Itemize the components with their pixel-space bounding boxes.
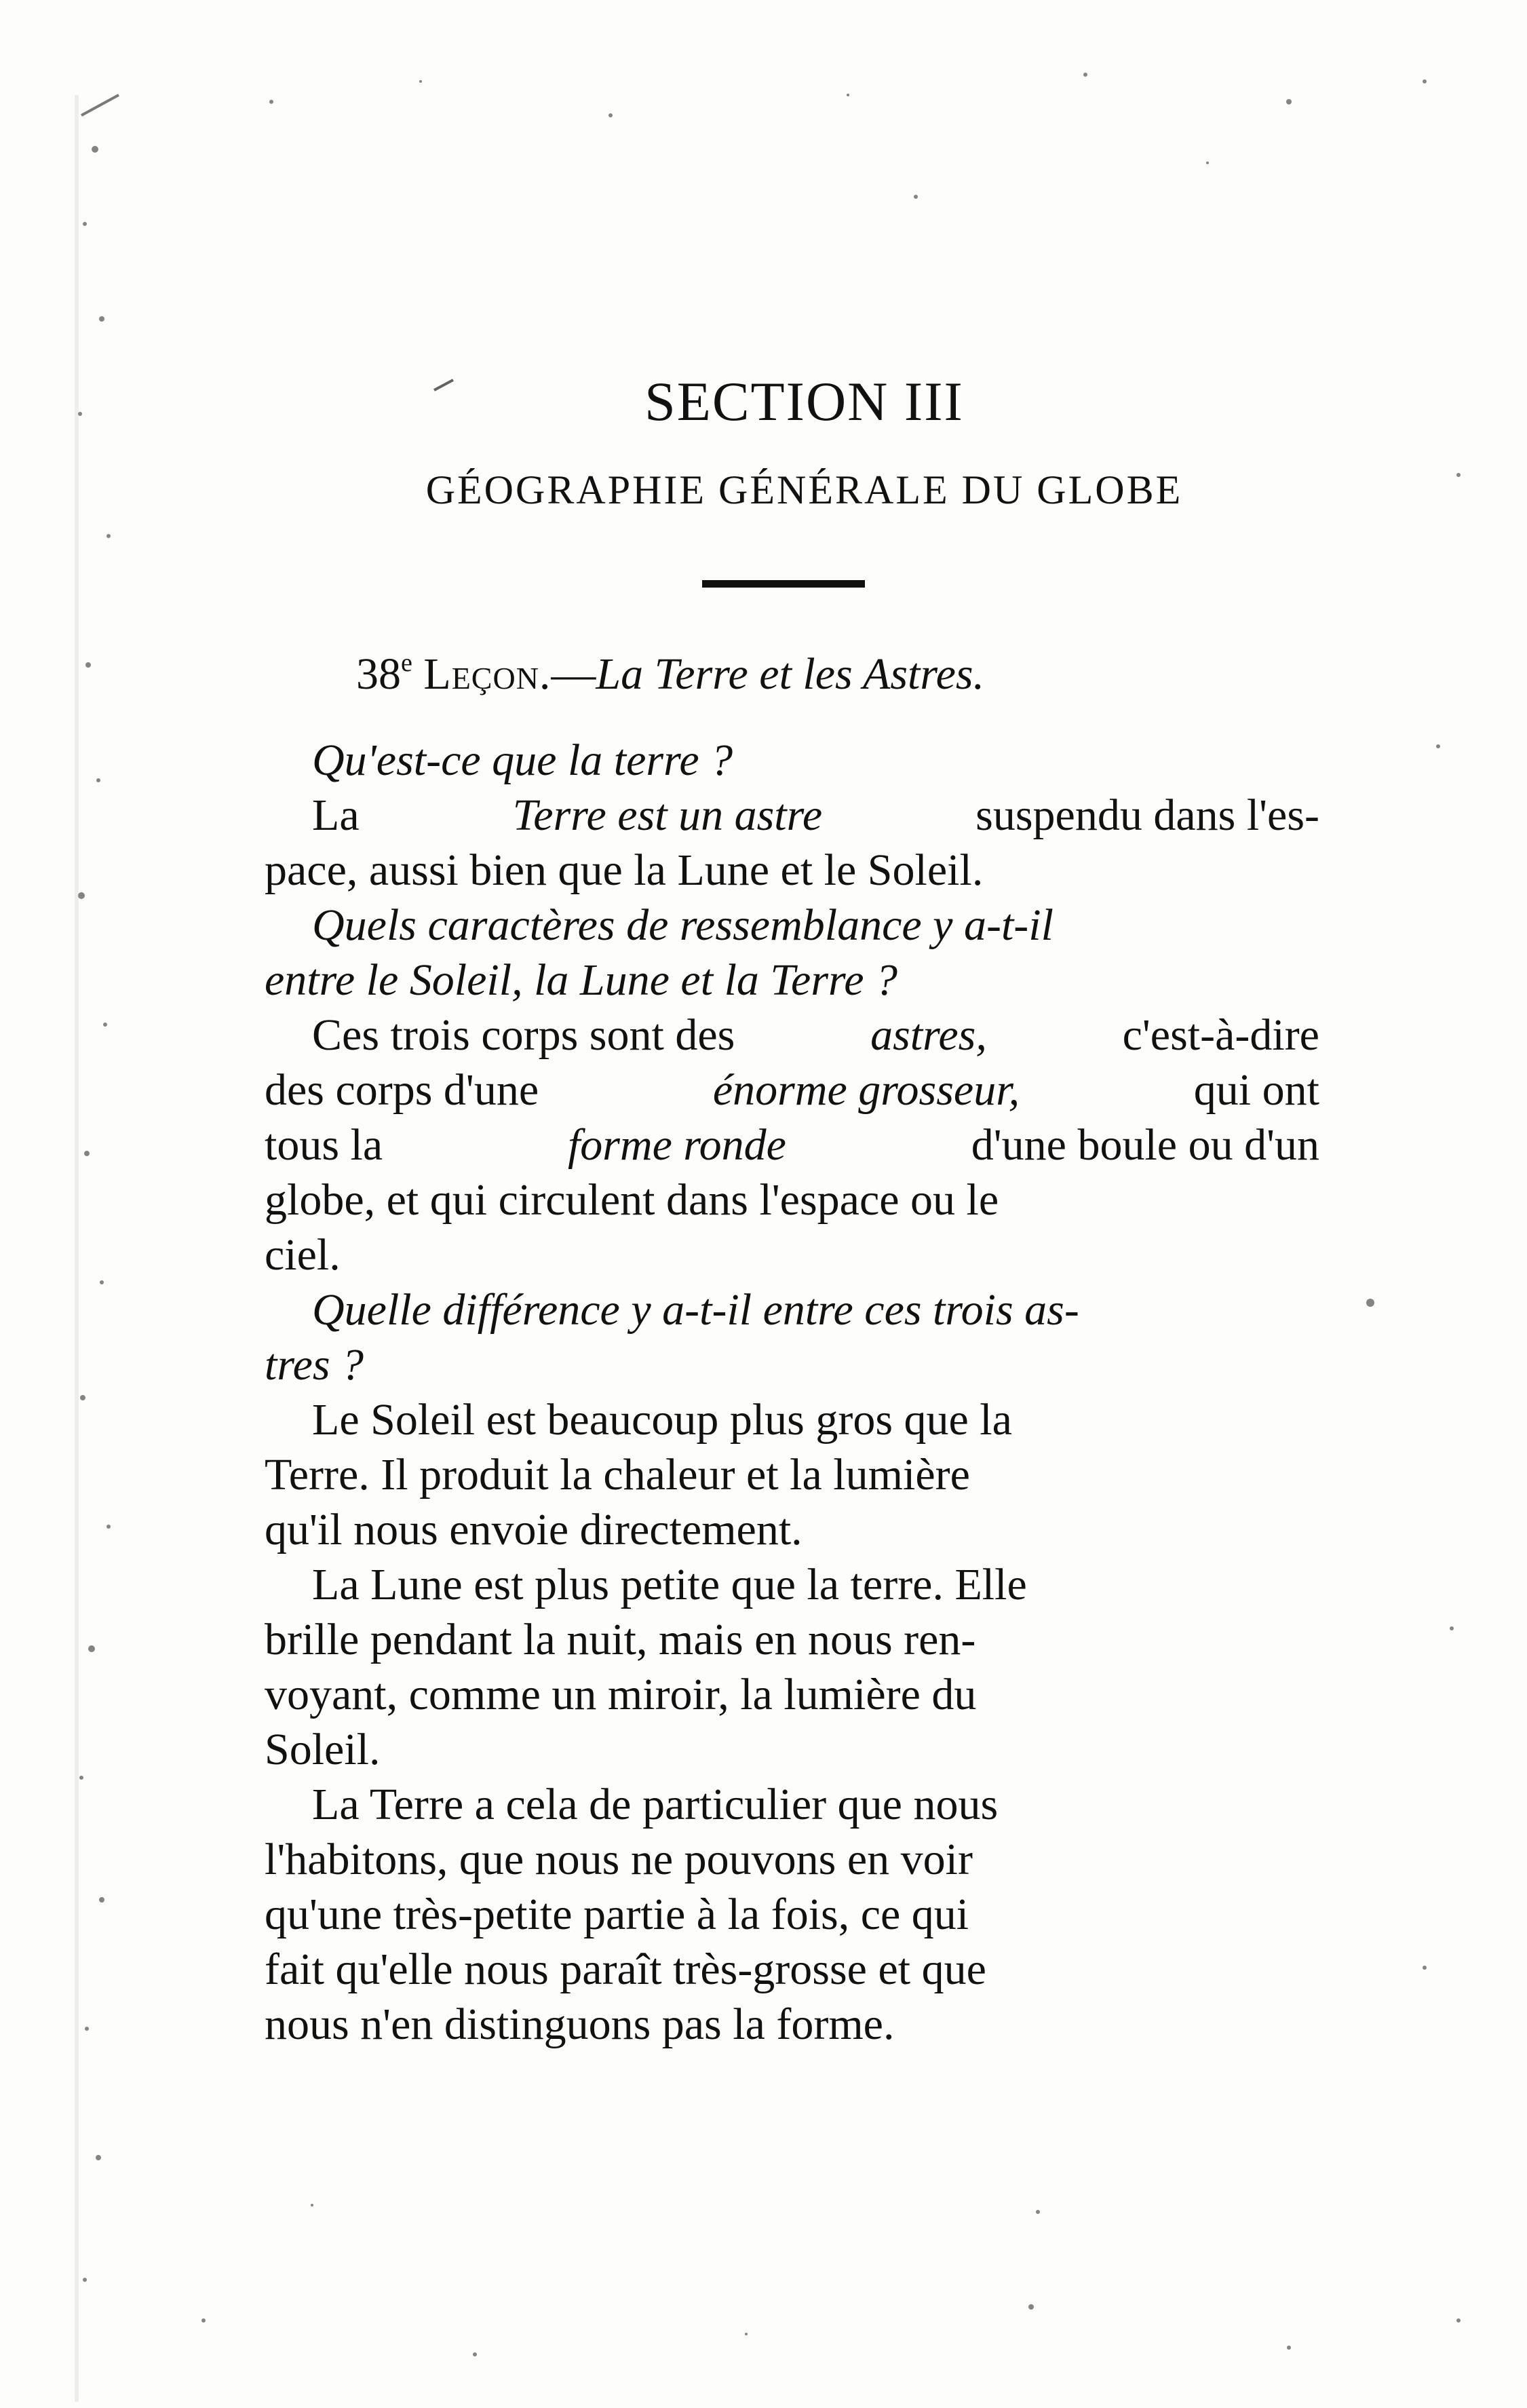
answer-2-line-3 (265, 1117, 1319, 1172)
answer-text: d'une boule ou d'un (971, 1120, 1319, 1170)
answer-3-p1-line-2: Terre. Il produit la chaleur et la lumière (265, 1450, 970, 1499)
answer-3-p3-line-2: l'habitons, que nous ne pouvons en voir (265, 1835, 973, 1884)
answer-3-p2-line-2: brille pendant la nuit, mais en nous ren- (265, 1615, 976, 1664)
answer-2-line-1 (265, 1008, 1319, 1063)
question-2-line-2: entre le Soleil, la Lune et la Terre ? (265, 955, 898, 1005)
answer-3-p3-line-4: fait qu'elle nous paraît très-grosse et que (265, 1945, 986, 1994)
question-2-line-1: Quels caractères de ressemblance y a-t-il (312, 900, 1054, 950)
section-heading: SECTION III (644, 370, 964, 432)
answer-text: suspendu dans l'es- (975, 790, 1319, 840)
section-subheading: GÉOGRAPHIE GÉNÉRALE DU GLOBE (425, 467, 1183, 512)
answer-text: La (312, 790, 360, 840)
lesson-dash: — (551, 649, 596, 699)
answer-3-p1-line-1: Le Soleil est beaucoup plus gros que la (312, 1395, 1012, 1445)
answer-emphasis: astres, (870, 1010, 987, 1060)
answer-3-p3-line-1: La Terre a cela de particulier que nous (312, 1780, 999, 1829)
answer-1-line-1 (265, 788, 1319, 843)
question-3-line-1: Quelle différence y a-t-il entre ces trois as- (312, 1285, 1079, 1335)
lesson-title: La Terre et les Astres. (596, 649, 985, 699)
lesson-body (265, 733, 1319, 2052)
answer-emphasis: énorme grosseur, (712, 1065, 1020, 1115)
answer-3-p2-line-3: voyant, comme un miroir, la lumière du (265, 1670, 977, 1719)
answer-3-p1-line-3: qu'il nous envoie directement. (265, 1505, 803, 1554)
answer-text: Ces trois corps sont des (312, 1010, 735, 1060)
answer-2-line-5: ciel. (265, 1230, 341, 1280)
question-3-line-2: tres ? (265, 1340, 364, 1390)
answer-3-p3-line-5: nous n'en distinguons pas la forme. (265, 2000, 895, 2049)
answer-emphasis: Terre est un astre (512, 790, 823, 840)
answer-3-p3-line-3: qu'une très-petite partie à la fois, ce qui (265, 1890, 969, 1939)
answer-emphasis: forme ronde (567, 1120, 786, 1170)
answer-2-line-2 (265, 1063, 1319, 1117)
answer-text: qui ont (1193, 1065, 1319, 1115)
answer-text: tous la (265, 1120, 383, 1170)
answer-1-line-2: pace, aussi bien que la Lune et le Soleil. (265, 845, 984, 895)
lesson-heading (356, 648, 984, 700)
lesson-label: Leçon. (423, 649, 552, 699)
lesson-ordinal: e (401, 649, 412, 677)
answer-text: c'est-à-dire (1122, 1010, 1319, 1060)
heading-rule-divider (702, 580, 865, 588)
lesson-number: 38 (356, 649, 401, 699)
answer-2-line-4: globe, et qui circulent dans l'espace ou le (265, 1175, 999, 1225)
answer-text: des corps d'une (265, 1065, 539, 1115)
answer-3-p2-line-1: La Lune est plus petite que la terre. Elle (312, 1560, 1027, 1609)
answer-3-p2-line-4: Soleil. (265, 1725, 381, 1774)
question-1: Qu'est-ce que la terre ? (312, 735, 733, 785)
